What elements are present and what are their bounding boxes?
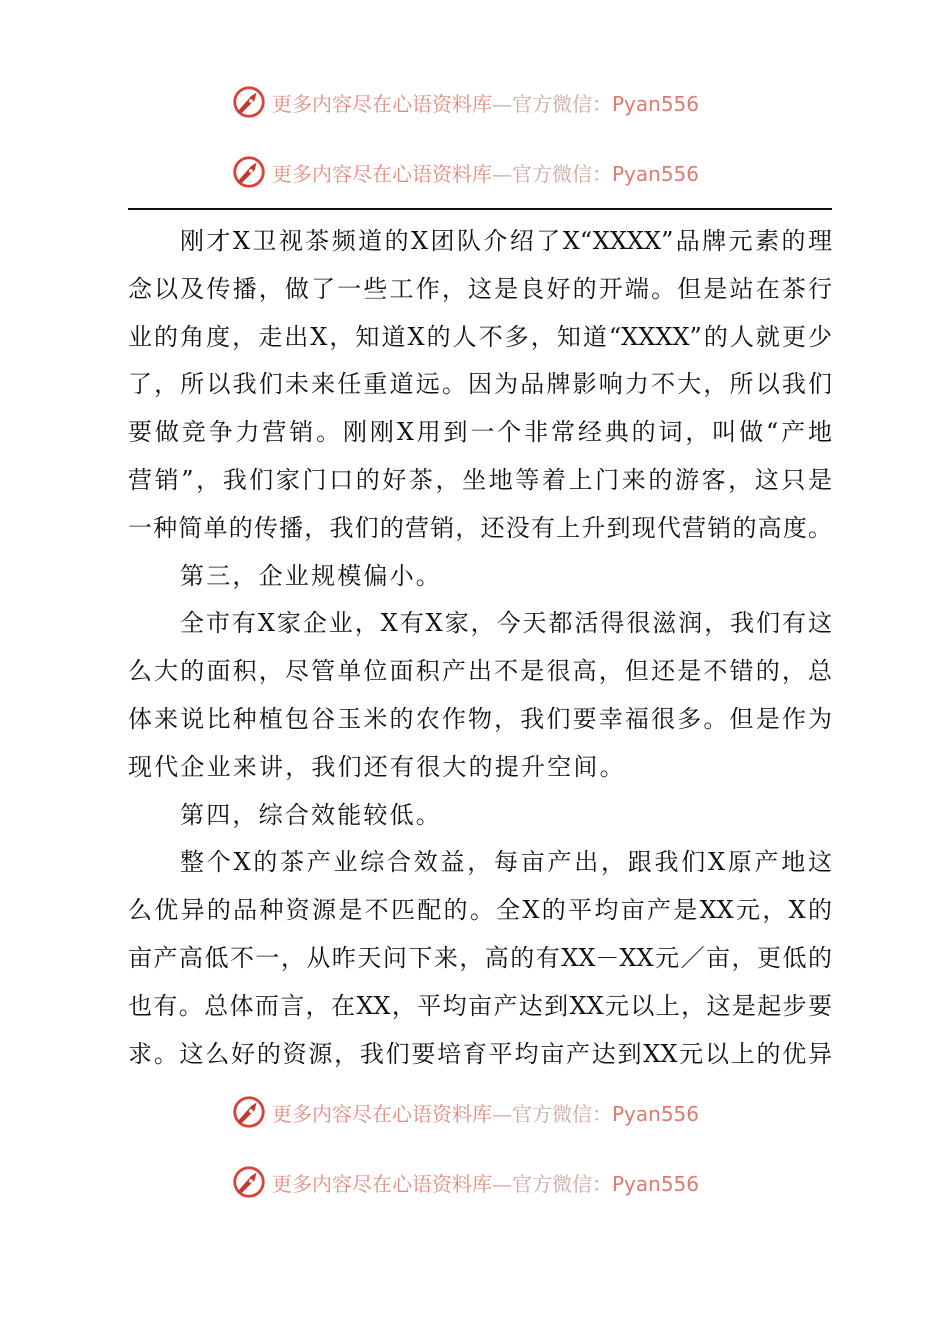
section-heading: 第三，企业规模偏小。 [180, 561, 442, 590]
watermark-text: 更多内容尽在心语资料库—官方微信：Pyan556 [272, 1101, 700, 1126]
section-heading: 第四，综合效能较低。 [180, 800, 442, 829]
text-line: 营销”，我们家门口的好茶，坐地等着上门来的游客，这只是 [128, 465, 832, 494]
pen-nib-logo-icon [230, 1163, 268, 1201]
pen-nib-logo-icon [230, 153, 268, 191]
watermark-text: 更多内容尽在心语资料库—官方微信：Pyan556 [272, 91, 700, 116]
text-line: 也有。总体而言，在XX，平均亩产达到XX元以上，这是起步要 [128, 991, 832, 1020]
text-line: 业的角度，走出X，知道X的人不多，知道“XXXX”的人就更少 [128, 322, 832, 351]
text-line: 整个X的茶产业综合效益，每亩产出，跟我们X原产地这 [180, 848, 832, 877]
watermark-text: 更多内容尽在心语资料库—官方微信：Pyan556 [272, 1171, 700, 1196]
pen-nib-logo-icon [230, 83, 268, 121]
document-body [128, 218, 832, 1078]
text-line: 现代企业来讲，我们还有很大的提升空间。 [128, 752, 626, 781]
watermark-text: 更多内容尽在心语资料库—官方微信：Pyan556 [272, 161, 700, 186]
text-line: 全市有X家企业，X有X家，今天都活得很滋润，我们有这 [180, 609, 832, 638]
text-line: 么大的面积，尽管单位面积产出不是很高，但还是不错的，总 [128, 657, 832, 686]
header-divider [128, 208, 832, 210]
watermark-footer-1 [230, 1092, 699, 1132]
text-line: 刚才X卫视茶频道的X团队介绍了X“XXXX”品牌元素的理 [180, 227, 832, 255]
pen-nib-logo-icon [230, 1093, 268, 1131]
text-line: 么优异的品种资源是不匹配的。全X的平均亩产是XX元，X的 [128, 896, 832, 925]
text-line: 求。这么好的资源，我们要培育平均亩产达到XX元以上的优异 [128, 1039, 832, 1068]
text-line: 了，所以我们未来任重道远。因为品牌影响力不大，所以我们 [128, 370, 832, 399]
watermark-header-1 [230, 82, 699, 122]
watermark-header-2 [230, 152, 699, 192]
text-line: 一种简单的传播，我们的营销，还没有上升到现代营销的高度。 [128, 513, 832, 542]
text-line: 体来说比种植包谷玉米的农作物，我们要幸福很多。但是作为 [128, 704, 832, 733]
text-line: 要做竞争力营销。刚刚X用到一个非常经典的词，叫做“产地 [128, 418, 832, 447]
text-line: 念以及传播，做了一些工作，这是良好的开端。但是站在茶行 [128, 274, 832, 303]
text-line: 亩产高低不一，从昨天问下来，高的有XX－XX元／亩，更低的 [128, 943, 832, 972]
watermark-footer-2 [230, 1162, 699, 1202]
